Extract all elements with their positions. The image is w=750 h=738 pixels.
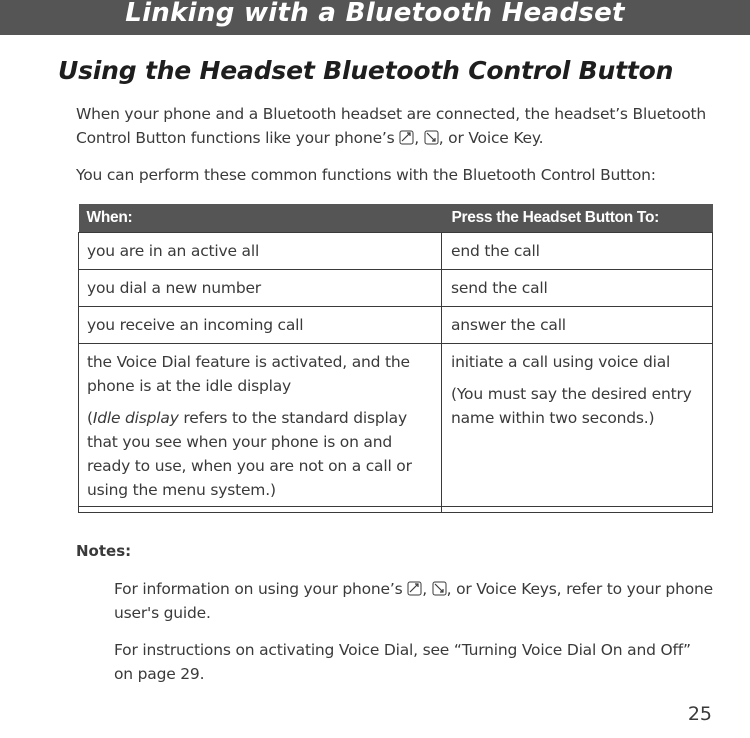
send-key-icon (407, 581, 422, 596)
intro-text-end: , or Voice Key. (438, 129, 544, 147)
table-cell-action: answer the call (442, 307, 713, 344)
table-header-row (79, 204, 713, 233)
close-paren: ) (269, 481, 276, 499)
table-cell-action: end the call (442, 233, 713, 270)
note-text-start: For information on using your phone’s (114, 580, 403, 598)
idle-display-term: Idle display (92, 409, 179, 427)
intro-separator: , (414, 129, 419, 147)
notes-heading: Notes: (76, 542, 132, 560)
note-item: For instructions on activating Voice Dial, see “Turning Voice Dial On and Off” on page 29. (114, 641, 691, 683)
intro-text-start: When your phone and a Bluetooth headset are connected, the headset’s Bluetooth Control Button functions like your phone’s (76, 105, 706, 147)
page-number: 25 (687, 703, 712, 725)
table-cell-action (442, 344, 713, 513)
table-cell-action: send the call (442, 270, 713, 307)
table-row (79, 307, 713, 344)
header-bar (0, 0, 750, 35)
open-paren: ( (87, 409, 93, 427)
table-cell-when: you dial a new number (79, 270, 442, 307)
end-key-icon (432, 581, 447, 596)
table-row (79, 344, 713, 513)
page-header-title: Linking with a Bluetooth Headset (125, 0, 625, 28)
table-cell-when: you receive an incoming call (79, 307, 442, 344)
table-bottom-rule (78, 506, 713, 507)
table-cell-when (79, 344, 442, 513)
voice-dial-instruction: (You must say the desired entry name within two seconds.) (451, 385, 692, 427)
column-header-action: Press the Headset Button To: (442, 204, 713, 233)
intro-paragraph (76, 102, 716, 150)
table-row (79, 270, 713, 307)
section-title: Using the Headset Bluetooth Control Button (58, 56, 674, 85)
table-cell-when: you are in an active all (79, 233, 442, 270)
table-row (79, 233, 713, 270)
idle-display-definition: refers to the standard display that you see when your phone is on and ready to use, when you are not on a call or using the menu system. (87, 409, 412, 499)
voice-dial-action: initiate a call using voice dial (451, 353, 671, 371)
functions-intro: You can perform these common functions with the Bluetooth Control Button: (76, 166, 656, 184)
voice-dial-condition: the Voice Dial feature is activated, and the phone is at the idle display (87, 353, 410, 395)
send-key-icon (399, 130, 414, 145)
note-separator: , (422, 580, 427, 598)
note-text-end: , or Voice Keys, refer to your phone user's guide. (114, 580, 713, 622)
idle-display-note (87, 406, 433, 502)
note-item (114, 577, 714, 625)
column-header-when: When: (79, 204, 442, 233)
functions-table (78, 204, 713, 513)
end-key-icon (424, 130, 439, 145)
